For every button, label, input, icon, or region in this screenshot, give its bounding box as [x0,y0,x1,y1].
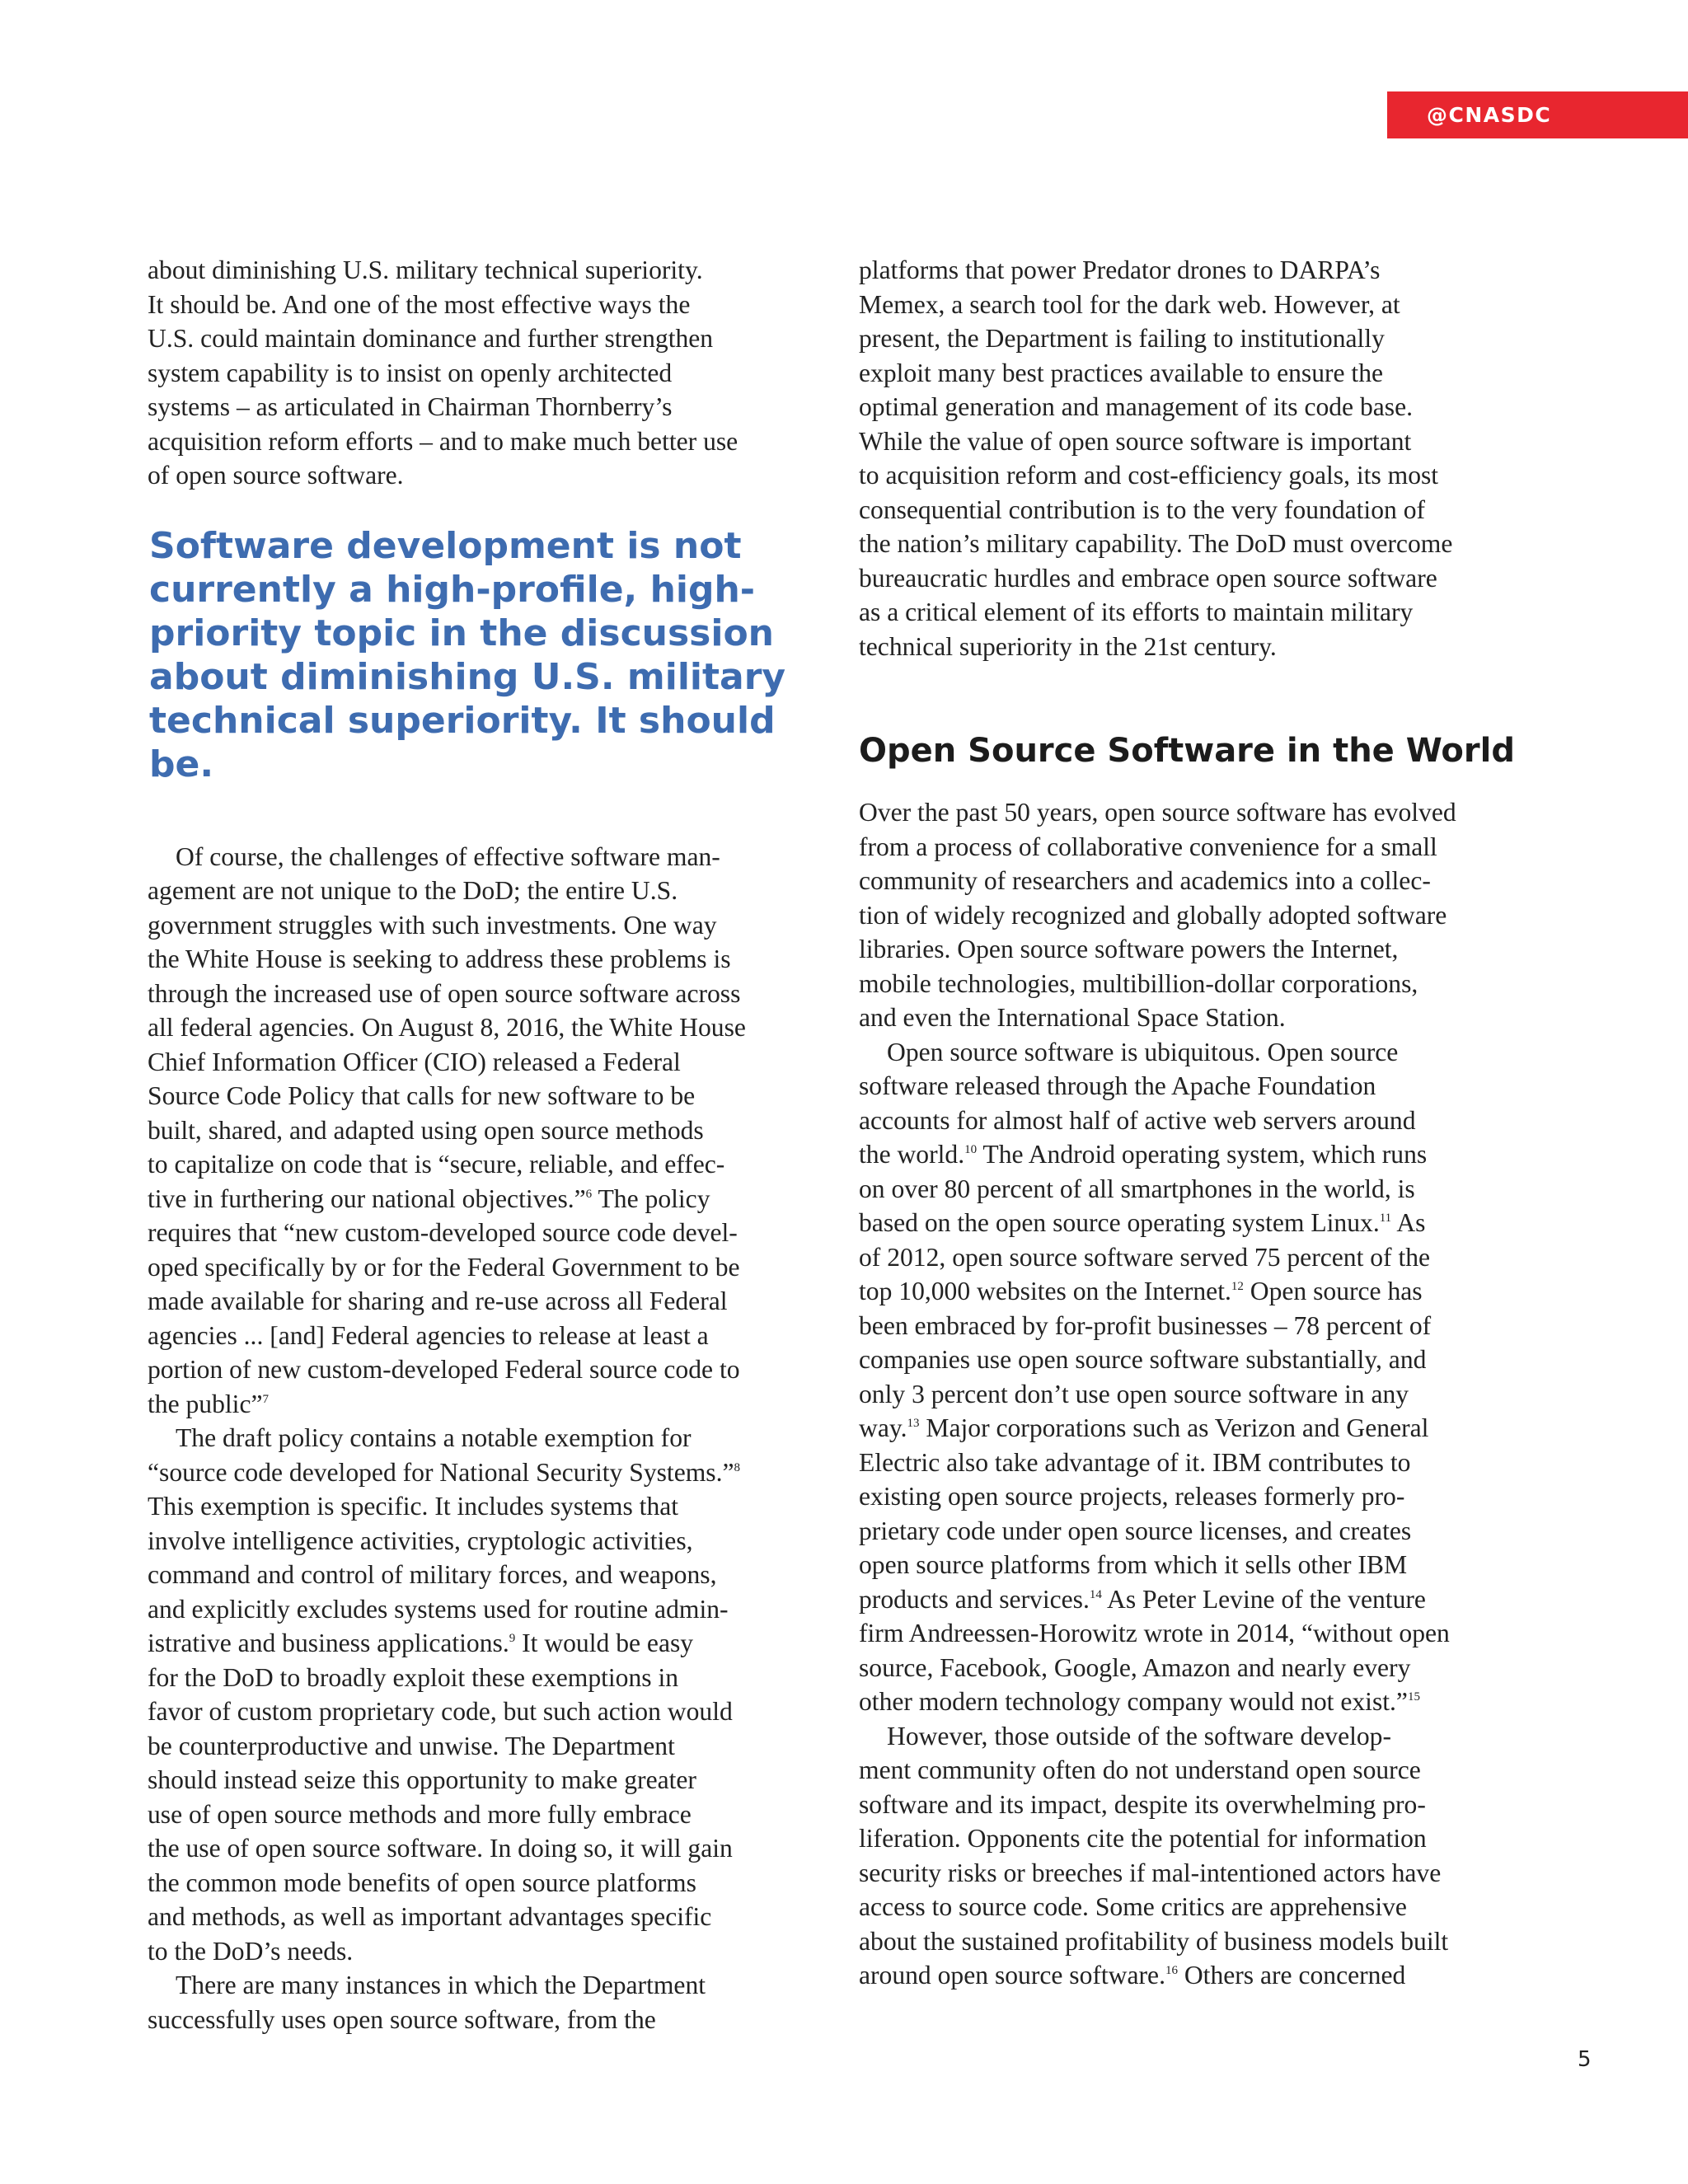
body-paragraph: There are many instances in which the Department successfully uses open source software, from the [148,1971,706,2034]
page-number: 5 [1578,2047,1592,2072]
body-paragraph [859,1035,1543,1719]
paragraph-text: Of course, the challenges of effective software man- agement are not unique to the DoD; the entire U.S. government struggles with such investments. One way the White House is seeking to address these problems is through the increased use of open source software across all federal agencies. On August 8, 2016, the White House Chief Information Officer (CIO) released a Federal Source Code Policy that calls for new software to be built, shared, and adapted using open source methods to capitalize on code that is “secure, reliable, and effec- tive in furthering our national objectives.” [148,841,746,1213]
footnote-ref: 13 [907,1417,920,1430]
footnote-ref: 14 [1089,1587,1102,1601]
paragraph-text: As of 2012, open source software served 75 percent of the top 10,000 websites on the Internet. [859,1208,1431,1305]
footnote-ref: 7 [262,1392,269,1406]
paragraph-text: The draft policy contains a notable exemption for “source code developed for National Security Systems.” [148,1423,734,1487]
body-paragraph: about diminishing U.S. military technical superiority. It should be. And one of the most effective ways the U.S. could maintain dominance and further strengthen system capability is to insist on openly architected systems – as articulated in Chairman Thornberry’s acquisition reform efforts – and to make much better use of open source software. [148,255,738,490]
footnote-ref: 16 [1165,1964,1178,1977]
paragraph-text: Major corporations such as Verizon and General Electric also take advantage of it. IBM contributes to existing open source projects, releases formerly pro- prietary code under open source licenses, and creates open source platforms from which it sells other IBM products and services. [859,1413,1429,1614]
left-column [148,253,832,2036]
pull-quote: Software development is not currently a high-profile, high- priority topic in the discussion about diminishing U.S. military technical superiority. It should be. [149,524,786,785]
paragraph-text: The policy requires that “new custom-developed source code devel- oped specifically by or for the Federal Government to be made available for sharing and re-use across all Federal agencies ... [and] Federal agencies to release at least a portion of new custom-developed Federal source code to the public” [148,1183,740,1418]
paragraph-text: However, those outside of the software develop- ment community often do not understand open source software and its impact, despite its overwhelming pro- liferation. Opponents cite the potential for information security risks or breeches if mal-intentioned actors have access to source code. Some critics are apprehensive about the sustained profitability of business models built around open source software. [859,1721,1449,1990]
body-paragraph [148,1421,832,1968]
body-paragraph [148,840,832,1422]
paragraph-text: It would be easy for the DoD to broadly exploit these exemptions in favor of custom proprietary code, but such action would be counterproductive and unwise. The Department should instead seize this opportunity to make greater use of open source methods and more fully embrace the use of open source software. In doing so, it will gain the common mode benefits of open source platforms and methods, as well as important advantages specific to the DoD’s needs. [148,1629,733,1966]
paragraph-text: This exemption is specific. It includes systems that involve intelligence activities, cryptologic activities, command and control of military forces, and weapons, and explicitly excludes systems used for routine admin- istrative and business applications. [148,1492,729,1657]
right-column [859,253,1543,1993]
paragraph-text: The Android operating system, which runs on over 80 percent of all smartphones in the world, is based on the open source operating system Linux. [859,1140,1428,1237]
paragraph-text: Others are concerned [1177,1961,1406,1990]
footnote-ref: 10 [964,1143,978,1156]
body-paragraph: platforms that power Predator drones to DARPA’s Memex, a search tool for the dark web. However, at present, the Department is failing to institutionally exploit many best practices available to ensure the optimal generation and management of its code base. While the value of open source software is important to acquisition reform and cost-efficiency goals, its most consequential contribution is to the very foundation of the nation’s military capability. The DoD must overcome bureaucratic hurdles and embrace open source software as a critical element of its efforts to maintain military technical superiority in the 21st century. [859,255,1453,661]
footnote-ref: 11 [1379,1212,1392,1225]
footnote-ref: 6 [585,1187,593,1201]
paragraph-text: Open source software is ubiquitous. Open source software released through the Apache Foundation accounts for almost half of active web servers around the world. [859,1037,1416,1169]
paragraph-text: Open source has been embraced by for-profit businesses – 78 percent of companies use open source software substantially, and only 3 percent don’t use open source software in any way. [859,1277,1432,1442]
section-heading: Open Source Software in the World [859,732,1515,770]
footnote-ref: 15 [1407,1690,1420,1704]
body-paragraph: Over the past 50 years, open source software has evolved from a process of collaborative convenience for a small community of researchers and academics into a collec- tion of widely recognized and globally adopted software libraries. Open source software powers the Internet, mobile technologies, multibillion-dollar corporations, and even the International Space Station. [859,798,1456,1032]
body-paragraph [859,1719,1543,1993]
footnote-ref: 12 [1231,1280,1244,1293]
footnote-ref: 8 [734,1460,741,1474]
twitter-handle-badge: @CNASDC [1387,91,1688,138]
paragraph-text: As Peter Levine of the venture firm Andreessen-Horowitz wrote in 2014, “without open source, Facebook, Google, Amazon and nearly every other modern technology company would not exist.” [859,1584,1450,1716]
footnote-ref: 9 [509,1632,516,1645]
